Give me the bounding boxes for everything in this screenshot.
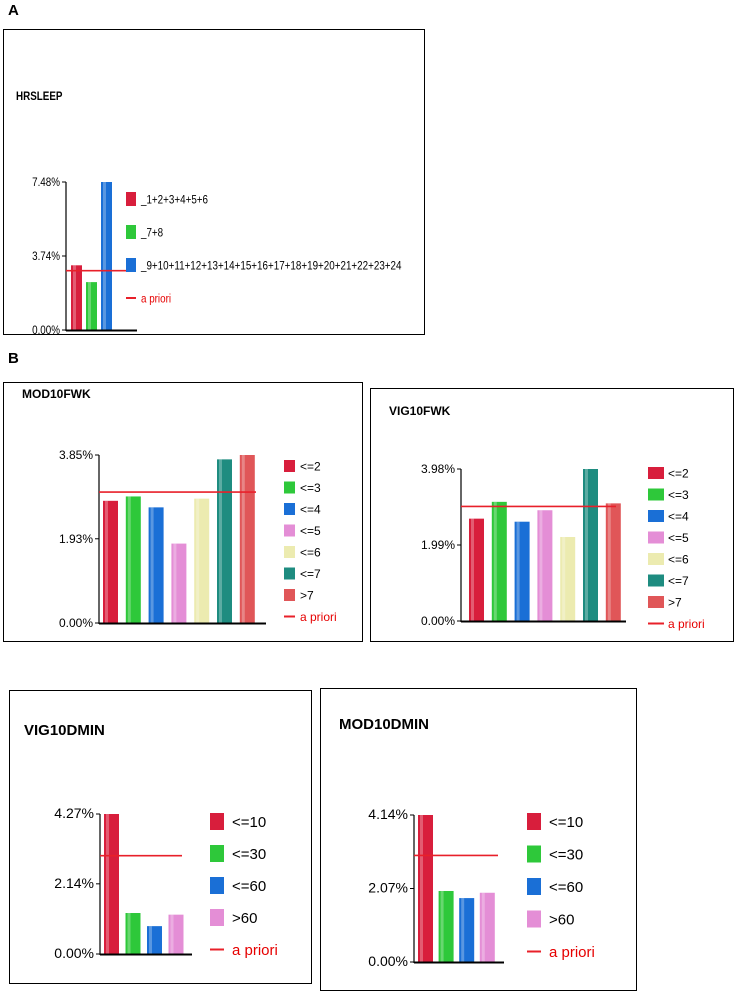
legend-label: >7 <box>300 588 314 603</box>
legend-swatch <box>284 568 295 580</box>
chart-vig10dmin <box>10 691 313 985</box>
bar-highlight <box>482 893 485 962</box>
legend-swatch <box>648 553 664 565</box>
bar-highlight <box>242 455 245 623</box>
legend-swatch <box>648 596 664 608</box>
chart-title: MOD10DMIN <box>339 716 430 733</box>
legend-label: a priori <box>300 609 337 624</box>
bar-highlight <box>73 265 76 330</box>
chart-title: MOD10FWK <box>22 387 91 401</box>
bar-highlight <box>149 926 152 954</box>
legend-label: >7 <box>668 595 682 610</box>
chart-title: VIG10DMIN <box>24 722 105 739</box>
chart-panel-vig10fwk <box>370 388 734 642</box>
section-label-a: A <box>8 2 19 19</box>
legend-swatch <box>648 532 664 544</box>
chart-mod10dmin <box>321 689 638 992</box>
y-tick-label: 0.00% <box>32 324 61 338</box>
legend-swatch <box>648 575 664 587</box>
bar-_7+8 <box>86 282 97 330</box>
bar-highlight <box>128 913 131 954</box>
legend-swatch <box>648 467 664 479</box>
legend-swatch <box>648 489 664 501</box>
bar-highlight <box>585 469 588 621</box>
y-tick-label: 2.14% <box>54 874 94 891</box>
y-tick-label: 0.00% <box>58 616 93 630</box>
bar-highlight <box>128 496 131 623</box>
bar-highlight <box>105 501 108 623</box>
legend-label: >60 <box>549 911 575 929</box>
legend-swatch <box>126 258 136 272</box>
legend-label: a priori <box>668 616 705 631</box>
legend-swatch <box>284 525 295 537</box>
bar-highlight <box>106 814 109 954</box>
bar-highlight <box>608 503 611 621</box>
bar-_9+10+11+12+13+14+15+16+17+18+19+20+21+22+23+24 <box>101 182 112 330</box>
legend-label: _7+8 <box>141 226 164 240</box>
legend-label: <=5 <box>668 530 689 545</box>
legend-swatch <box>527 878 541 895</box>
chart-hrsleep <box>4 30 426 336</box>
section-label-b: B <box>8 350 19 367</box>
legend-label: <=30 <box>549 846 584 864</box>
y-tick-label: 4.27% <box>54 805 94 821</box>
legend-label: <=7 <box>300 566 321 581</box>
legend-label: _1+2+3+4+5+6 <box>141 193 209 207</box>
bar-highlight <box>539 510 542 621</box>
bar-highlight <box>173 544 176 623</box>
bar-highlight <box>471 519 474 621</box>
legend-swatch <box>210 845 224 862</box>
bar-highlight <box>171 915 174 954</box>
legend-label: <=3 <box>668 487 689 502</box>
legend-label: <=7 <box>668 573 689 588</box>
chart-title: HRSLEEP <box>16 90 63 104</box>
legend-swatch <box>284 589 295 601</box>
y-tick-label: 0.00% <box>420 614 455 628</box>
legend-label: a priori <box>549 943 595 961</box>
y-tick-label: 0.00% <box>368 953 408 969</box>
chart-vig10fwk <box>371 389 735 643</box>
y-tick-label: 3.74% <box>32 250 61 264</box>
legend-swatch <box>527 846 541 863</box>
legend-swatch <box>210 813 224 830</box>
y-tick-label: 0.00% <box>54 945 94 961</box>
legend-label: a priori <box>232 941 278 959</box>
legend-swatch <box>126 225 136 239</box>
bar-highlight <box>494 502 497 621</box>
legend-label: a priori <box>141 292 172 306</box>
y-tick-label: 1.93% <box>58 531 93 546</box>
legend-label: <=30 <box>232 845 267 863</box>
legend-swatch <box>527 911 541 928</box>
y-tick-label: 4.14% <box>368 806 408 822</box>
legend-swatch <box>284 482 295 494</box>
bar-highlight <box>517 522 520 621</box>
legend-label: <=3 <box>300 480 321 495</box>
legend-label: _9+10+11+12+13+14+15+16+17+18+19+20+21+22+23+24 <box>141 259 402 273</box>
y-tick-label: 7.48% <box>32 176 61 190</box>
bar-highlight <box>103 182 106 330</box>
y-tick-label: 2.07% <box>368 879 408 896</box>
legend-label: >60 <box>232 909 258 927</box>
bar-highlight <box>420 815 423 962</box>
y-tick-label: 1.99% <box>420 538 455 552</box>
legend-label: <=4 <box>668 509 689 524</box>
legend-label: <=10 <box>232 813 267 831</box>
legend-swatch <box>284 460 295 472</box>
legend-label: <=10 <box>549 813 584 831</box>
legend-swatch <box>126 192 136 206</box>
chart-mod10fwk <box>4 383 364 643</box>
chart-panel-mod10dmin <box>320 688 637 991</box>
y-tick-label: 3.85% <box>58 448 93 462</box>
legend-label: <=2 <box>668 466 689 481</box>
legend-swatch <box>284 503 295 515</box>
bar-highlight <box>461 898 464 962</box>
legend-swatch <box>210 877 224 894</box>
chart-panel-vig10dmin <box>9 690 312 984</box>
legend-swatch <box>210 909 224 926</box>
legend-label: <=2 <box>300 459 321 474</box>
bar-highlight <box>441 891 444 962</box>
bar-highlight <box>88 282 91 330</box>
y-tick-label: 3.98% <box>420 462 455 476</box>
bar-_1+2+3+4+5+6 <box>71 265 82 330</box>
legend-label: <=60 <box>232 877 267 895</box>
bar-highlight <box>196 499 199 623</box>
legend-label: <=6 <box>300 545 321 560</box>
legend-label: <=60 <box>549 878 584 896</box>
legend-swatch <box>648 510 664 522</box>
bar-highlight <box>151 507 154 623</box>
chart-panel-hrsleep <box>3 29 425 338</box>
bar-highlight <box>562 537 565 621</box>
legend-label: <=5 <box>300 523 321 538</box>
legend-swatch <box>527 813 541 830</box>
legend-label: <=6 <box>668 552 689 567</box>
legend-label: <=4 <box>300 502 321 517</box>
chart-panel-mod10fwk <box>3 382 363 642</box>
chart-title: VIG10FWK <box>389 404 451 418</box>
legend-swatch <box>284 546 295 558</box>
bar-highlight <box>219 459 222 623</box>
